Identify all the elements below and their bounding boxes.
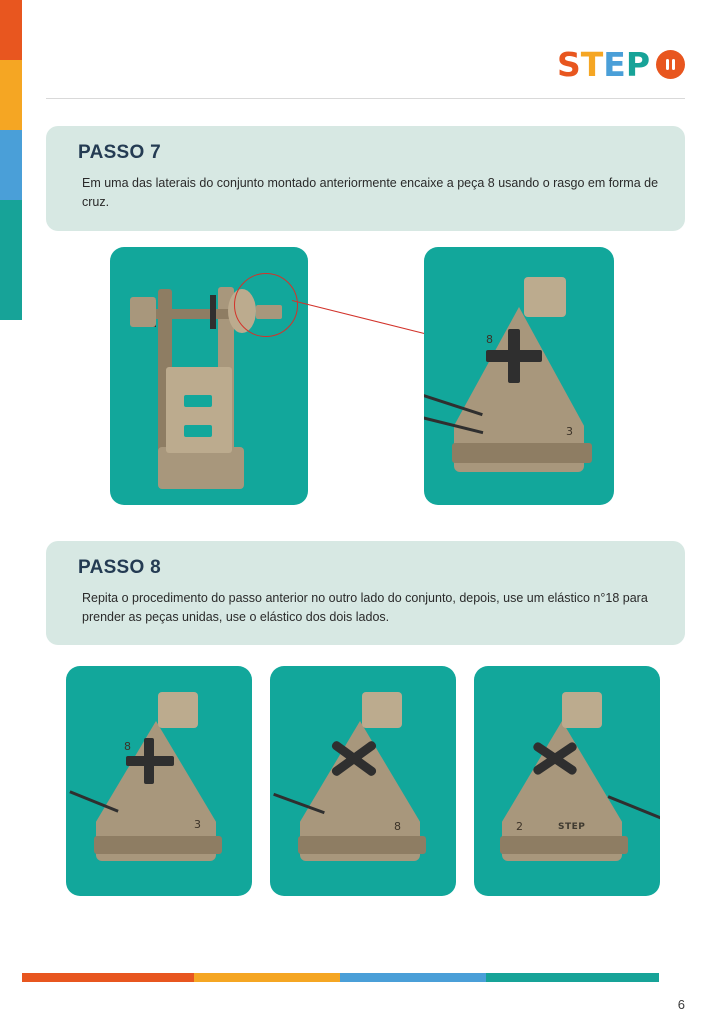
part-bottom-rail: [452, 443, 592, 463]
logo-wordmark: [556, 45, 650, 84]
logo-letter-t: T: [580, 45, 604, 84]
footer-color-bar: [22, 973, 725, 982]
left-bar-white-segment: [0, 320, 22, 1024]
part-base-front: [166, 367, 232, 453]
part-number-3: 3: [566, 425, 573, 438]
left-bar-teal-segment: [0, 200, 22, 320]
part-dark-rod-2: [210, 295, 216, 329]
step-logo: [556, 45, 685, 84]
cross-slot-horizontal: [486, 350, 542, 362]
part-number-8: 8: [394, 820, 401, 833]
part-number-8: 8: [124, 740, 131, 753]
step-8-title: PASSO 8: [78, 557, 162, 578]
logo-letter-s: S: [556, 45, 581, 84]
footer-white-segment: [659, 973, 725, 982]
footer-orange-segment: [22, 973, 194, 982]
left-bar-orange-segment: [0, 0, 22, 60]
photo-step8-b: [270, 666, 456, 896]
part-top-tab: [562, 692, 602, 728]
step-card-8: [46, 541, 685, 645]
step-8-text: Repita o procedimento do passo anterior no outro lado do conjunto, depois, use um elástico n°18 para prender as peças unidas, use o elástico dos dois lados.: [82, 591, 648, 625]
photo-step8-c: [474, 666, 660, 896]
header-divider: [46, 98, 685, 99]
slot-upper: [184, 395, 212, 407]
logo-letter-p: P: [625, 45, 650, 84]
step-card-7: [46, 126, 685, 231]
step-7-text: Em uma das laterais do conjunto montado anteriormente encaixe a peça 8 usando o rasgo em forma de cruz.: [82, 176, 659, 210]
footer-blue-segment: [340, 973, 486, 982]
cross-slot-horizontal: [126, 756, 174, 766]
part-cross-tab: [130, 297, 156, 327]
part-top-tab: [524, 277, 566, 317]
part-base-plate: [158, 447, 244, 489]
photo-step-watermark: STEP: [558, 822, 586, 832]
part-bottom-rail: [500, 836, 628, 854]
part-number-2: 2: [516, 820, 523, 833]
step-7-title: PASSO 7: [78, 142, 162, 163]
footer-yellow-segment: [194, 973, 340, 982]
part-bottom-rail: [94, 836, 222, 854]
part-number-8: 8: [486, 333, 493, 346]
pause-circle-icon: [656, 50, 685, 79]
page-number: 6: [677, 997, 685, 1012]
photo-step7-detail: [424, 247, 614, 505]
photo-step8-a: [66, 666, 252, 896]
page-header: [46, 34, 685, 96]
left-bar-yellow-segment: [0, 60, 22, 130]
part-top-tab: [362, 692, 402, 728]
part-top-tab: [158, 692, 198, 728]
part-bottom-rail: [298, 836, 426, 854]
left-color-bar: [0, 0, 22, 1024]
part-number-3: 3: [194, 818, 201, 831]
detail-highlight-circle: [234, 273, 298, 337]
footer-teal-segment: [486, 973, 658, 982]
logo-letter-e: E: [603, 45, 626, 84]
left-bar-blue-segment: [0, 130, 22, 200]
photo-step7-assembly: [110, 247, 308, 505]
detail-leader-line: [292, 300, 433, 336]
slot-lower: [184, 425, 212, 437]
